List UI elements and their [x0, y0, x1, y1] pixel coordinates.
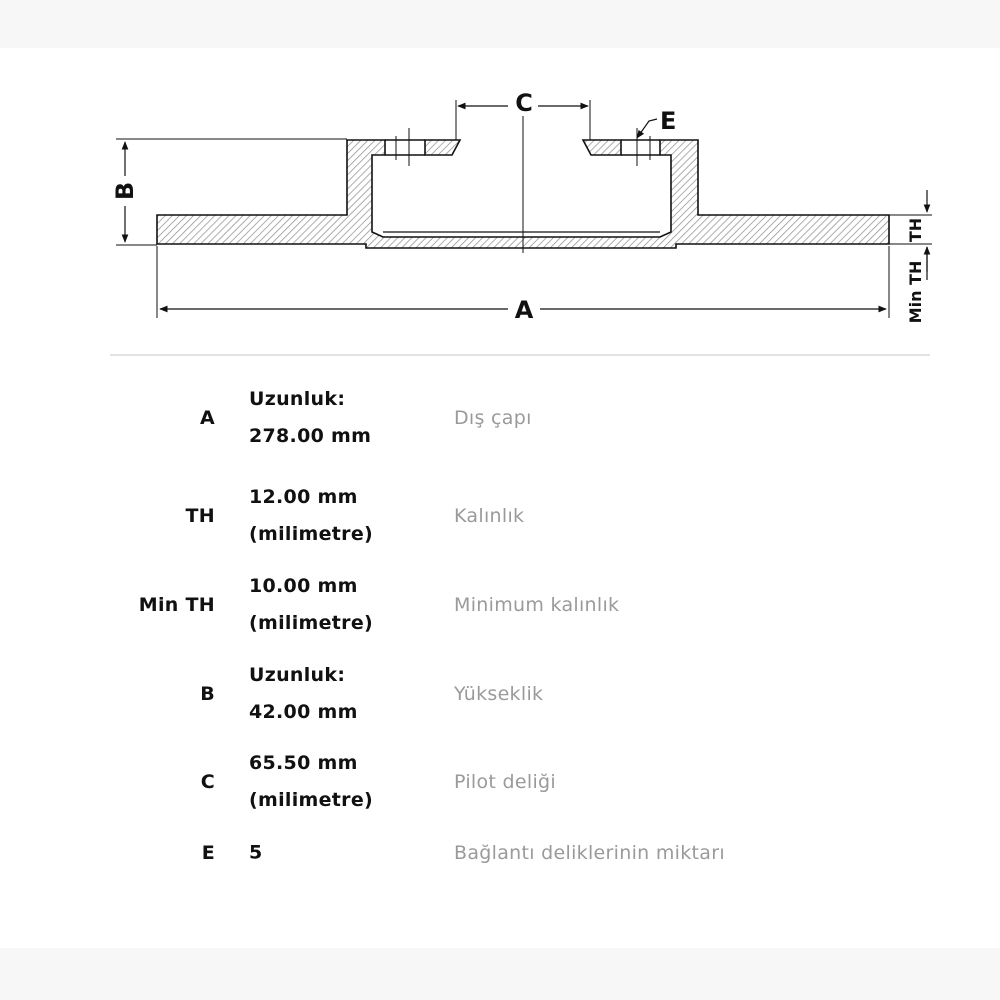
spec-value-line1: 65.50 mm [249, 752, 358, 774]
spec-code: Min TH [138, 594, 215, 616]
spec-code: E [201, 842, 215, 864]
spec-value-line1: Uzunluk: [249, 664, 346, 686]
spec-description: Pilot deliği [454, 771, 556, 793]
spec-value [249, 568, 373, 642]
spec-value [249, 835, 263, 872]
spec-description: Minimum kalınlık [454, 594, 620, 616]
spec-description: Dış çapı [454, 407, 532, 429]
spec-value [249, 479, 373, 553]
label-c: C [515, 89, 533, 117]
spec-value-line1: 10.00 mm [249, 575, 358, 597]
brake-disc-cross-section [0, 48, 1000, 358]
spec-value-line2: 278.00 mm [249, 425, 372, 447]
spec-code: C [200, 771, 215, 793]
spec-code: TH [185, 505, 215, 527]
e-leader-line [637, 119, 657, 138]
spec-description: Yükseklik [454, 683, 544, 705]
spec-value-line2: (milimetre) [249, 523, 374, 545]
label-a: A [514, 296, 534, 324]
hub-flange-right [583, 140, 621, 155]
label-b: B [111, 181, 139, 201]
spec-row-a [0, 378, 1000, 458]
spec-value-line1: 12.00 mm [249, 486, 358, 508]
spec-code: B [200, 683, 215, 705]
section-divider [110, 354, 930, 356]
spec-value [249, 381, 371, 455]
spec-value [249, 745, 373, 819]
spec-row-c [0, 742, 1000, 822]
spec-row-b [0, 654, 1000, 734]
label-min-th: Min TH [906, 260, 925, 324]
spec-value-line2: (milimetre) [249, 612, 374, 634]
hub-flange-left [425, 140, 460, 155]
spec-value-line1: 5 [249, 841, 263, 864]
label-th: TH [906, 217, 925, 243]
spec-value-line2: (milimetre) [249, 789, 374, 811]
spec-description: Bağlantı deliklerinin miktarı [454, 842, 725, 864]
label-e: E [660, 107, 677, 135]
spec-code: A [199, 407, 215, 429]
spec-sheet [0, 48, 1000, 948]
spec-row-th [0, 476, 1000, 556]
spec-row-min-th [0, 565, 1000, 645]
spec-row-e [0, 813, 1000, 893]
spec-value-line1: Uzunluk: [249, 388, 346, 410]
spec-value-line2: 42.00 mm [249, 701, 358, 723]
spec-description: Kalınlık [454, 505, 525, 527]
spec-value [249, 657, 358, 731]
